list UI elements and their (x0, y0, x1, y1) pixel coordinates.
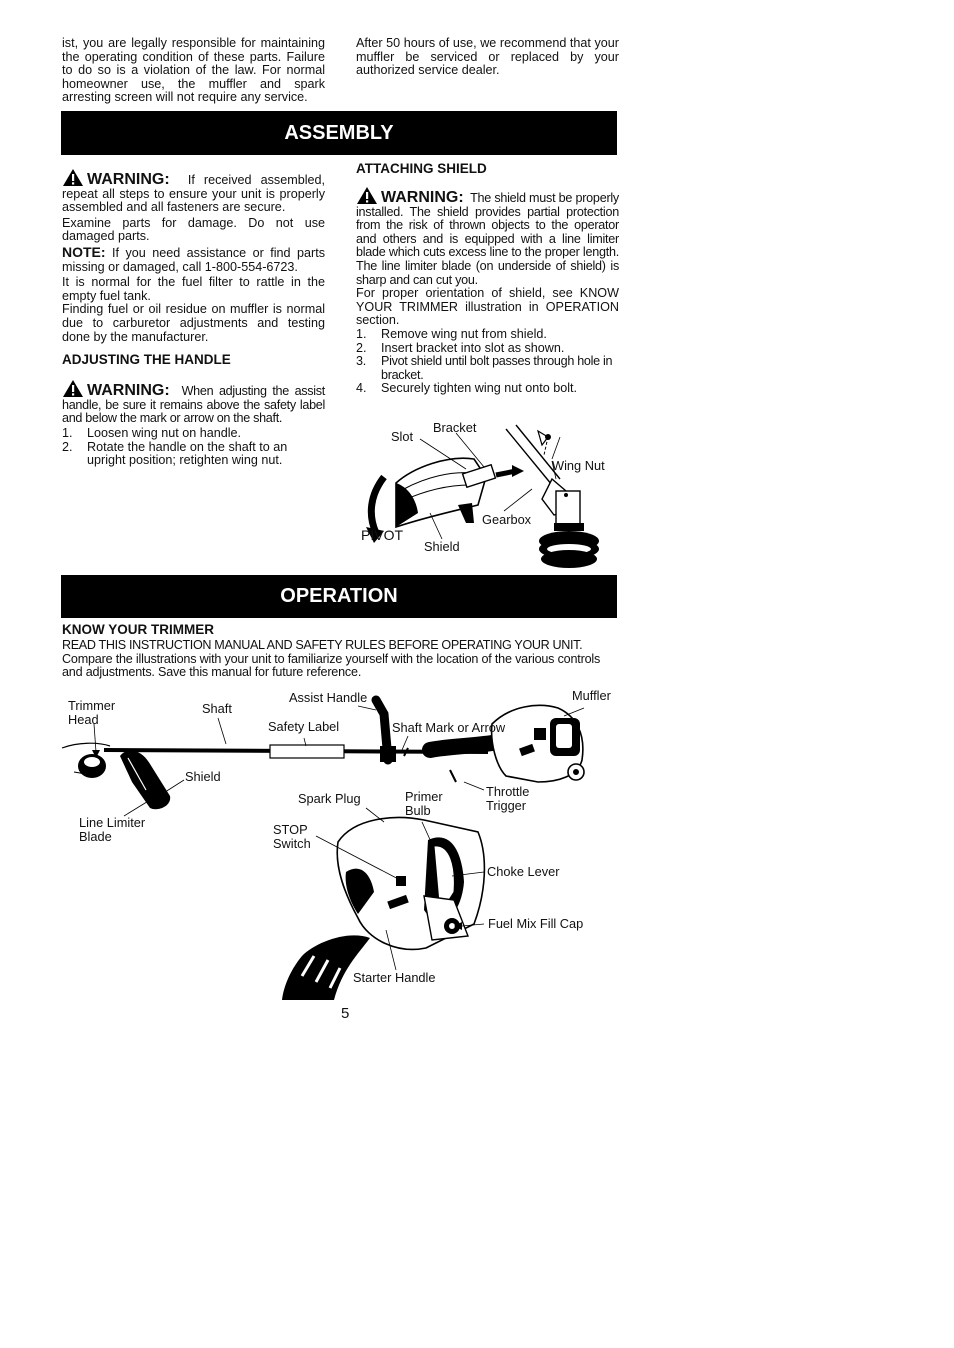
shield-figure (356, 415, 618, 575)
handle-warning (62, 379, 325, 426)
operation-intro (62, 622, 620, 680)
primer-bulb-label-2: Bulb (405, 803, 431, 818)
intro-right-text: After 50 hours of use, we recommend that your muffler be serviced or replaced by your authorized service dealer. (356, 36, 619, 78)
pivot-label: PIVOT (361, 527, 404, 543)
list-item: 4. Securely tighten wing nut onto bolt. (356, 381, 578, 396)
list-item: 1. Remove wing nut from shield. (356, 326, 547, 341)
know-your-trimmer-heading: KNOW YOUR TRIMMER (62, 622, 214, 637)
assembly-warning (62, 168, 325, 215)
shield-heading: ATTACHING SHIELD (356, 161, 487, 176)
assist-handle-label: Assist Handle (289, 690, 368, 705)
operation-para1: READ THIS INSTRUCTION MANUAL AND SAFETY RULES BEFORE OPERATING YOUR UNIT. (62, 638, 583, 652)
handle-steps (62, 427, 325, 468)
muffler-label: Muffler (572, 688, 611, 703)
assembly-banner: ASSEMBLY (61, 111, 617, 155)
fuel-filter-text: It is normal for the fuel filter to rattle in the empty fuel tank. (62, 275, 325, 303)
shield-label-op: Shield (185, 769, 221, 784)
list-item: 2. Insert bracket into slot as shown. (356, 340, 565, 355)
assembly-right-column (356, 161, 619, 396)
shield-warning-text: The shield must be properly installed. The shield provides partial protection from the risk of thrown objects to the operator and others and is equipped with a line limiter blade which cuts excess line to the proper length. The line limiter blade (on underside of shield) is sharp and can cut you. (356, 191, 619, 287)
warning-word: WARNING: (87, 382, 170, 400)
choke-lever-label: Choke Lever (487, 864, 560, 879)
operation-banner: OPERATION (61, 575, 617, 618)
list-item: 3. Pivot shield until bolt passes through hole in bracket. (356, 354, 613, 382)
shaft-mark-label: Shaft Mark or Arrow (392, 720, 506, 735)
warning-triangle-icon (356, 186, 378, 205)
warning-word: WARNING: (381, 189, 464, 206)
trimmer-head-label-1: Trimmer (68, 698, 116, 713)
primer-bulb-label-1: Primer (405, 789, 443, 804)
wing-nut-label: Wing Nut (552, 458, 605, 473)
throttle-label-1: Throttle (486, 784, 530, 799)
trimmer-head-label-2: Head (68, 712, 99, 727)
shield-steps (356, 328, 619, 396)
note-label: NOTE: (62, 243, 106, 260)
intro-left-text: ist, you are legally responsible for maintaining the operating condition of these parts. Failure to do so is a violation of the law. For normal homeowner use, the muffler and spark arresting screen will not require any service. (62, 36, 325, 105)
line-limiter-label-1: Line Limiter (79, 815, 146, 830)
note-text: If you need assistance or find parts missing or damaged, call 1-800-554-6723. (62, 245, 325, 274)
throttle-label-2: Trigger (486, 798, 527, 813)
handle-warning-text: When adjusting the assist handle, be sure it remains above the safety label and below the mark or arrow on the shaft. (62, 384, 325, 426)
list-item: 1. Loosen wing nut on handle. (62, 425, 242, 440)
list-item: 2. Rotate the handle on the shaft to an upright position; retighten wing nut. (62, 439, 288, 468)
warning-triangle-icon (62, 379, 84, 398)
operation-para2: Compare the illustrations with your unit to familiarize yourself with the location of the various controls and adjustments. Save this manual for future reference. (62, 651, 601, 680)
handle-heading: ADJUSTING THE HANDLE (62, 352, 231, 368)
gearbox-label: Gearbox (482, 512, 532, 527)
warning-triangle-icon (62, 168, 84, 187)
shield-label: Shield (424, 539, 460, 554)
stop-switch-label-2: Switch (273, 836, 311, 851)
warning-word: WARNING: (87, 171, 170, 188)
safety-label-label: Safety Label (268, 719, 340, 734)
orientation-text: For proper orientation of shield, see KNOW YOUR TRIMMER illustration in OPERATION section. (356, 286, 619, 328)
slot-label: Slot (391, 429, 414, 444)
stop-switch-label-1: STOP (273, 822, 308, 837)
bracket-label: Bracket (433, 420, 477, 435)
residue-text: Finding fuel or oil residue on muffler is normal due to carburetor adjustments and testing done by the manufacturer. (62, 302, 325, 344)
starter-handle-label: Starter Handle (353, 970, 436, 985)
fuel-cap-label: Fuel Mix Fill Cap (488, 916, 584, 931)
line-limiter-label-2: Blade (79, 829, 112, 844)
note-paragraph (62, 243, 325, 274)
shield-warning (356, 186, 619, 287)
assembly-left-column (62, 168, 325, 468)
trimmer-figure (58, 686, 618, 1000)
shaft-label: Shaft (202, 701, 232, 716)
page-number: 5 (341, 1005, 350, 1022)
warning-text: If received assembled, repeat all steps to ensure your unit is properly assembled and all fasteners are secure. (62, 173, 325, 215)
examine-text: Examine parts for damage. Do not use damaged parts. (62, 215, 325, 244)
spark-plug-label: Spark Plug (298, 791, 361, 806)
